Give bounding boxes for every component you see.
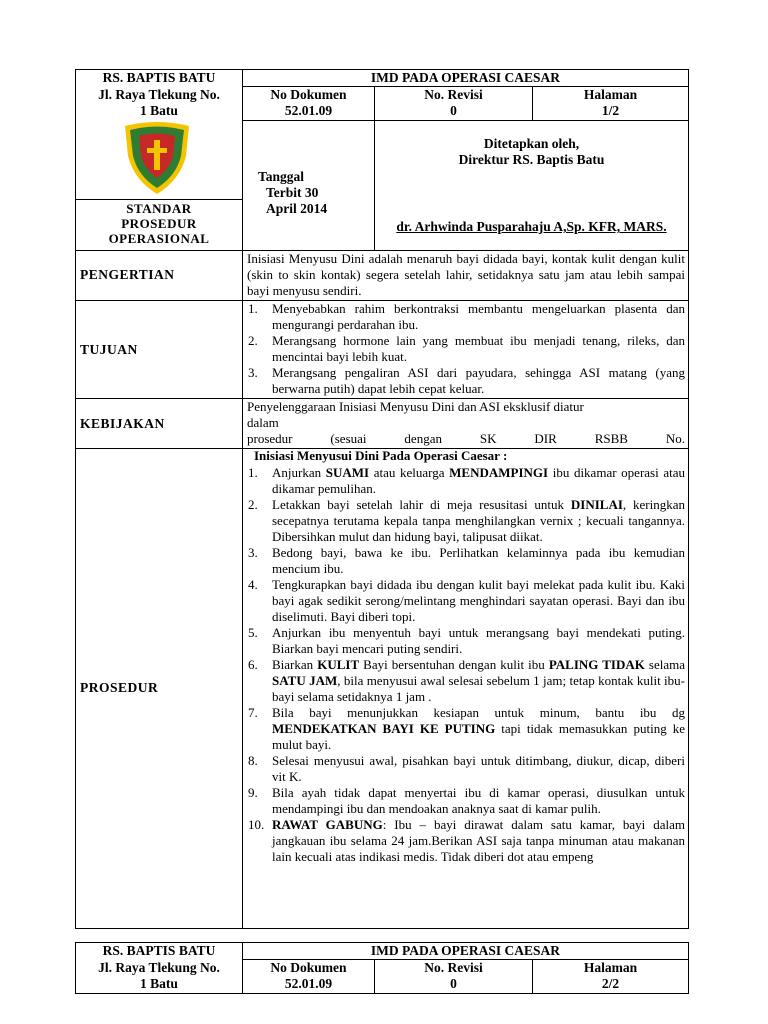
no-revisi-label: No. Revisi bbox=[424, 87, 483, 102]
footer-document-title: IMD PADA OPERASI CAESAR bbox=[370, 943, 561, 958]
prosedur-item-number: 3. bbox=[248, 545, 258, 560]
prosedur-item-text: Anjurkan SUAMI atau keluarga MENDAMPINGI ibu dikamar operasi atau dikamar pemulihan. bbox=[272, 465, 685, 496]
director-name: dr. Arhwinda Pusparahaju A,Sp. KFR, MARS. bbox=[396, 219, 667, 234]
tanggal-line1: Tanggal bbox=[258, 169, 305, 184]
footer-no-dokumen-value: 52.01.09 bbox=[284, 976, 333, 991]
prosedur-item-number: 4. bbox=[248, 577, 258, 592]
prosedur-item bbox=[248, 465, 685, 497]
footer-hospital-name: RS. BAPTIS BATU bbox=[102, 943, 216, 958]
footer-halaman-value: 2/2 bbox=[601, 976, 620, 991]
kebijakan-line3 bbox=[247, 431, 685, 447]
prosedur-item-number: 8. bbox=[248, 753, 258, 768]
no-revisi-value: 0 bbox=[450, 103, 457, 118]
tujuan-item bbox=[248, 301, 685, 333]
prosedur-item-text: Bedong bayi, bawa ke ibu. Perlihatkan kelaminnya pada ibu kemudian mencium ibu. bbox=[272, 545, 685, 576]
kebijakan-word: SK bbox=[479, 431, 497, 446]
kebijakan-word: DIR bbox=[534, 431, 557, 446]
kebijakan-line2: dalam bbox=[247, 415, 279, 430]
kebijakan-word: (sesuai bbox=[330, 431, 367, 446]
footer-halaman-label: Halaman bbox=[583, 960, 638, 975]
prosedur-item-number: 1. bbox=[248, 465, 258, 480]
tanggal-line2: Terbit 30 bbox=[266, 185, 319, 200]
kebijakan-line1: Penyelenggaraan Inisiasi Menyusu Dini dan ASI eksklusif diatur bbox=[247, 399, 584, 414]
hospital-address-line1: Jl. Raya Tlekung No. bbox=[98, 87, 220, 102]
prosedur-item-text: Letakkan bayi setelah lahir di meja resusitasi untuk DINILAI, keringkan secepatnya terutama kepala tanpa menghilangkan vernix ; kecuali tangannya. Dibersihkan mulut dan hidung bayi, talipusat diikat. bbox=[272, 497, 685, 544]
footer-no-revisi-value: 0 bbox=[450, 976, 457, 991]
prosedur-content bbox=[248, 448, 685, 865]
kebijakan-label: KEBIJAKAN bbox=[80, 416, 165, 431]
halaman-value: 1/2 bbox=[601, 103, 620, 118]
pengertian-text: Inisiasi Menyusu Dini adalah menaruh bayi didada bayi, kontak kulit dengan kulit (skin to skin kontak) segera setelah lahir, setidaknya satu jam atau lebih sampai bayi menyusu sendiri. bbox=[247, 251, 685, 298]
no-dokumen-label: No Dokumen bbox=[270, 87, 347, 102]
prosedur-item-text: Anjurkan ibu menyentuh bayi untuk merangsang bayi mendekati puting. Biarkan bayi mencari puting sendiri. bbox=[272, 625, 685, 656]
prosedur-item bbox=[248, 785, 685, 817]
no-dokumen-value: 52.01.09 bbox=[284, 103, 333, 118]
prosedur-item-number: 10. bbox=[248, 817, 265, 832]
tanggal-line3: April 2014 bbox=[266, 201, 328, 216]
kebijakan-word: No. bbox=[665, 431, 685, 446]
prosedur-item-number: 9. bbox=[248, 785, 258, 800]
prosedur-item-text: Tengkurapkan bayi didada ibu dengan kulit bayi melekat pada kulit ibu. Kaki bayi agak sedikit serong/melintang menghindari sayatan operasi. Bayi dan ibu diselimuti. Bayi diberi topi. bbox=[272, 577, 685, 624]
kebijakan-word: RSBB bbox=[594, 431, 628, 446]
prosedur-item-number: 5. bbox=[248, 625, 258, 640]
tujuan-item bbox=[248, 365, 685, 397]
tujuan-item bbox=[248, 333, 685, 365]
hospital-name: RS. BAPTIS BATU bbox=[102, 70, 216, 85]
prosedur-item-number: 6. bbox=[248, 657, 258, 672]
sop-title-line1: STANDAR bbox=[126, 201, 192, 216]
kebijakan-word: prosedur bbox=[247, 431, 293, 446]
ditetapkan-oleh: Ditetapkan oleh, bbox=[483, 136, 580, 151]
prosedur-item-text: Selesai menyusui awal, pisahkan bayi untuk ditimbang, diukur, dicap, diberi vit K. bbox=[272, 753, 685, 784]
direktur-title: Direktur RS. Baptis Batu bbox=[458, 152, 605, 167]
tujuan-list bbox=[248, 301, 685, 397]
hospital-address-line2: 1 Batu bbox=[140, 103, 178, 118]
shield-cross-icon bbox=[122, 122, 192, 196]
sop-title-line2: PROSEDUR bbox=[121, 216, 197, 231]
sop-title-line3: OPERASIONAL bbox=[108, 231, 210, 246]
prosedur-item-text: Bila bayi menunjukkan kesiapan untuk minum, bantu ibu dg MENDEKATKAN BAYI KE PUTING tapi tidak memasukkan puting ke mulut bayi. bbox=[272, 705, 685, 752]
tujuan-item-text: Merangsang pengaliran ASI dari payudara, sehingga ASI matang (yang berwarna putih) dapat lebih cepat keluar. bbox=[272, 365, 685, 396]
tujuan-item-text: Menyebabkan rahim berkontraksi membantu mengeluarkan plasenta dan mengurangi perdarahan ibu. bbox=[272, 301, 685, 332]
prosedur-item-number: 7. bbox=[248, 705, 258, 720]
kebijakan-word: dengan bbox=[404, 431, 442, 446]
footer-no-revisi-label: No. Revisi bbox=[424, 960, 483, 975]
prosedur-item-text: Bila ayah tidak dapat menyertai ibu di kamar operasi, diusulkan untuk mendampingi ibu dan mendoakan anaknya saat di kamar pulih. bbox=[272, 785, 685, 816]
prosedur-item bbox=[248, 545, 685, 577]
prosedur-item bbox=[248, 497, 685, 545]
prosedur-item-text: Biarkan KULIT Bayi bersentuhan dengan kulit ibu PALING TIDAK selama SATU JAM, bila menyusui awal selesai sebelum 1 jam; tetap kontak kulit ibu-bayi selama setidaknya 1 jam . bbox=[272, 657, 686, 704]
document-title: IMD PADA OPERASI CAESAR bbox=[370, 70, 561, 85]
footer-address-line1: Jl. Raya Tlekung No. bbox=[98, 960, 220, 975]
footer-no-dokumen-label: No Dokumen bbox=[270, 960, 347, 975]
tujuan-item-number: 2. bbox=[248, 333, 258, 348]
prosedur-heading: Inisiasi Menyusui Dini Pada Operasi Caesar : bbox=[254, 448, 508, 463]
prosedur-item bbox=[248, 753, 685, 785]
prosedur-label: PROSEDUR bbox=[80, 680, 159, 695]
footer-address-line2: 1 Batu bbox=[140, 976, 178, 991]
halaman-label: Halaman bbox=[583, 87, 638, 102]
prosedur-item bbox=[248, 657, 685, 705]
prosedur-item bbox=[248, 817, 685, 865]
prosedur-item bbox=[248, 625, 685, 657]
tujuan-label: TUJUAN bbox=[80, 342, 138, 357]
tujuan-item-text: Merangsang hormone lain yang membuat ibu menjadi tenang, rileks, dan mencintai bayi lebih kuat. bbox=[272, 333, 685, 364]
prosedur-item bbox=[248, 577, 685, 625]
tujuan-item-number: 3. bbox=[248, 365, 258, 380]
pengertian-label: PENGERTIAN bbox=[80, 267, 175, 282]
prosedur-item-number: 2. bbox=[248, 497, 258, 512]
kebijakan-text bbox=[247, 399, 685, 447]
prosedur-item-text: RAWAT GABUNG: Ibu – bayi dirawat dalam satu kamar, bayi dalam jangkauan ibu selama 24 jam.Berikan ASI saja tanpa minuman atau makanan lain kecuali atas indikasi medis. Tidak diberi dot atau empeng bbox=[272, 817, 685, 864]
prosedur-item bbox=[248, 705, 685, 753]
tujuan-item-number: 1. bbox=[248, 301, 258, 316]
